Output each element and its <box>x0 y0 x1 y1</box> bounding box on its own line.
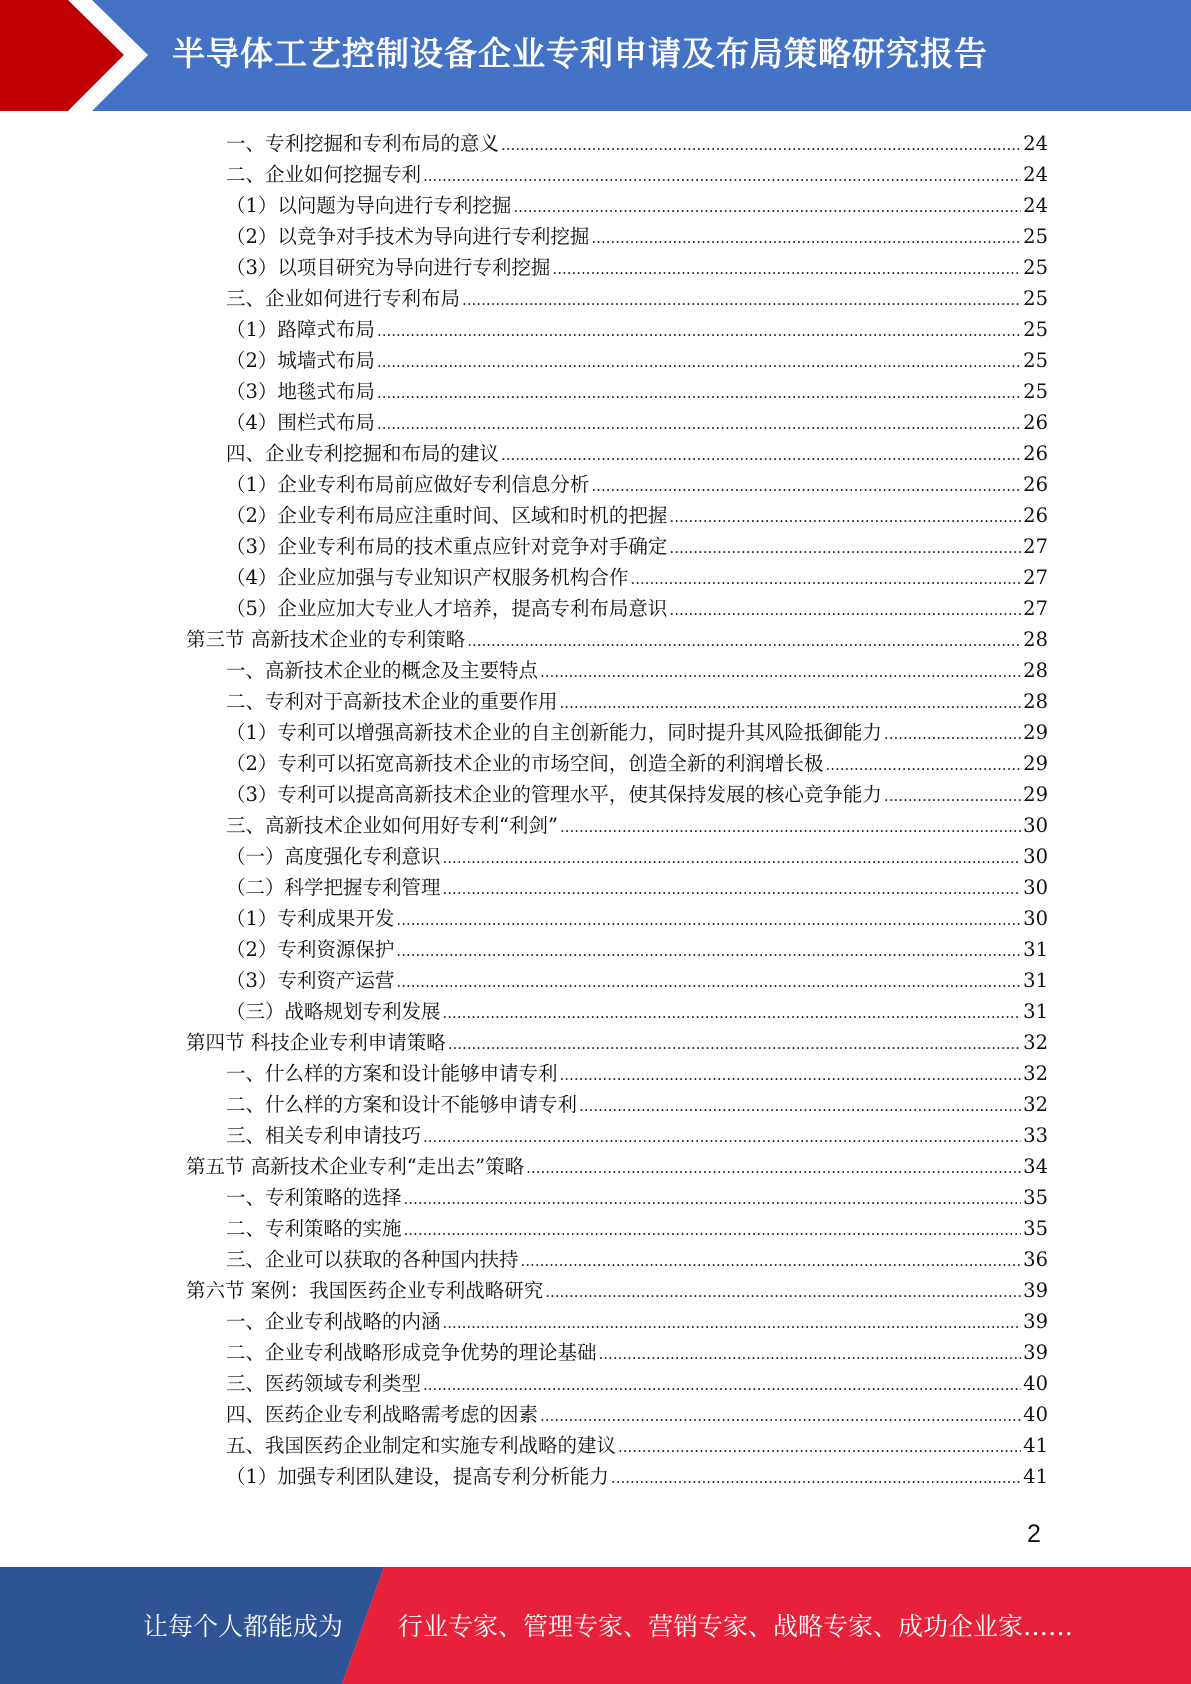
toc-entry-label: 三、相关专利申请技巧 <box>226 1124 422 1147</box>
toc-entry-page: 31 <box>1023 1000 1048 1023</box>
toc-entry[interactable] <box>226 655 1048 686</box>
toc-entry-page: 29 <box>1023 752 1048 775</box>
toc-entry-label: （1）专利可以增强高新技术企业的自主创新能力，同时提升其风险抵御能力 <box>226 721 882 744</box>
toc-entry-label: （一）高度强化专利意识 <box>226 845 441 868</box>
toc-entry-page: 29 <box>1023 783 1048 806</box>
toc-entry[interactable] <box>226 376 1048 407</box>
toc-dot-leader <box>404 1221 1022 1239</box>
toc-entry-label: 一、专利挖掘和专利布局的意义 <box>226 132 500 155</box>
toc-dot-leader <box>884 787 1021 805</box>
toc-entry-label: （1）企业专利布局前应做好专利信息分析 <box>226 473 590 496</box>
toc-entry-label: 三、企业如何进行专利布局 <box>226 287 461 310</box>
toc-entry-page: 35 <box>1023 1186 1048 1209</box>
toc-entry-label: （2）以竞争对手技术为导向进行专利挖掘 <box>226 225 590 248</box>
toc-entry[interactable] <box>226 934 1048 965</box>
toc-entry-label: （2）专利可以拓宽高新技术企业的市场空间，创造全新的利润增长极 <box>226 752 824 775</box>
toc-entry[interactable] <box>186 1151 1048 1182</box>
page-number: 2 <box>1027 1520 1041 1548</box>
toc-entry[interactable] <box>226 159 1048 190</box>
toc-entry[interactable] <box>226 903 1048 934</box>
toc-dot-leader <box>396 973 1021 991</box>
toc-entry-label: （2）专利资源保护 <box>226 938 395 961</box>
toc-entry[interactable] <box>226 841 1048 872</box>
toc-dot-leader <box>545 1283 1021 1301</box>
toc-entry-label: （2）城墙式布局 <box>226 349 375 372</box>
toc-entry-label: 二、什么样的方案和设计不能够申请专利 <box>226 1093 578 1116</box>
toc-dot-leader <box>377 384 1021 402</box>
toc-entry-label: （1）加强专利团队建设，提高专利分析能力 <box>226 1465 609 1488</box>
toc-entry-page: 25 <box>1023 287 1048 310</box>
toc-entry[interactable] <box>226 996 1048 1027</box>
toc-entry-page: 41 <box>1023 1434 1048 1457</box>
toc-entry[interactable] <box>226 345 1048 376</box>
toc-dot-leader <box>423 1128 1021 1146</box>
toc-entry[interactable] <box>226 531 1048 562</box>
toc-dot-leader <box>467 632 1021 650</box>
toc-entry-page: 24 <box>1023 194 1048 217</box>
toc-entry-label: （1）专利成果开发 <box>226 907 395 930</box>
toc-entry-page: 26 <box>1023 442 1048 465</box>
toc-entry-page: 26 <box>1023 411 1048 434</box>
toc-entry-page: 28 <box>1023 690 1048 713</box>
toc-entry-label: （3）专利资产运营 <box>226 969 395 992</box>
toc-entry[interactable] <box>186 1275 1048 1306</box>
toc-dot-leader <box>377 353 1021 371</box>
toc-entry[interactable] <box>226 717 1048 748</box>
toc-entry-label: 二、企业如何挖掘专利 <box>226 163 422 186</box>
toc-entry[interactable] <box>226 872 1048 903</box>
toc-dot-leader <box>423 1376 1021 1394</box>
toc-entry[interactable] <box>226 190 1048 221</box>
toc-entry[interactable] <box>226 1337 1048 1368</box>
toc-entry-page: 40 <box>1023 1372 1048 1395</box>
toc-dot-leader <box>560 818 1021 836</box>
toc-entry-page: 36 <box>1023 1248 1048 1271</box>
toc-entry-page: 28 <box>1023 628 1048 651</box>
toc-entry-label: 第六节 案例：我国医药企业专利战略研究 <box>186 1279 544 1302</box>
toc-entry-label: 四、医药企业专利战略需考虑的因素 <box>226 1403 539 1426</box>
toc-entry-page: 26 <box>1023 504 1048 527</box>
toc-dot-leader <box>443 849 1022 867</box>
toc-entry[interactable] <box>226 779 1048 810</box>
toc-entry[interactable] <box>226 221 1048 252</box>
toc-entry-page: 25 <box>1023 318 1048 341</box>
toc-dot-leader <box>443 1314 1022 1332</box>
toc-entry-page: 30 <box>1023 845 1048 868</box>
toc-entry[interactable] <box>226 438 1048 469</box>
toc-entry-label: 一、企业专利战略的内涵 <box>226 1310 441 1333</box>
toc-entry-label: （5）企业应加大专业人才培养，提高专利布局意识 <box>226 597 668 620</box>
toc-entry-page: 24 <box>1023 163 1048 186</box>
toc-dot-leader <box>501 446 1021 464</box>
toc-entry-page: 30 <box>1023 907 1048 930</box>
toc-entry-label: （4）围栏式布局 <box>226 411 375 434</box>
toc-entry[interactable] <box>226 314 1048 345</box>
toc-dot-leader <box>540 663 1021 681</box>
toc-entry-label: 三、高新技术企业如何用好专利“利剑” <box>226 814 558 837</box>
toc-dot-leader <box>462 291 1021 309</box>
toc-entry-page: 31 <box>1023 938 1048 961</box>
toc-dot-leader <box>591 229 1021 247</box>
toc-entry[interactable] <box>226 252 1048 283</box>
toc-dot-leader <box>579 1097 1021 1115</box>
report-title: 半导体工艺控制设备企业专利申请及布局策略研究报告 <box>172 34 988 73</box>
toc-entry[interactable] <box>226 283 1048 314</box>
toc-entry-label: 五、我国医药企业制定和实施专利战略的建议 <box>226 1434 617 1457</box>
toc-entry-label: （3）专利可以提高高新技术企业的管理水平，使其保持发展的核心竞争能力 <box>226 783 882 806</box>
toc-entry-label: 二、专利策略的实施 <box>226 1217 402 1240</box>
toc-entry-page: 30 <box>1023 814 1048 837</box>
toc-entry-page: 35 <box>1023 1217 1048 1240</box>
toc-dot-leader <box>825 756 1021 774</box>
toc-dot-leader <box>423 167 1021 185</box>
toc-entry-page: 41 <box>1023 1465 1048 1488</box>
toc-entry[interactable] <box>226 1089 1048 1120</box>
toc-entry-page: 27 <box>1023 566 1048 589</box>
page-header <box>0 0 1191 111</box>
toc-entry[interactable] <box>226 593 1048 624</box>
toc-entry[interactable] <box>226 407 1048 438</box>
toc-entry-page: 34 <box>1023 1155 1048 1178</box>
toc-entry[interactable] <box>226 1058 1048 1089</box>
toc-dot-leader <box>560 694 1022 712</box>
toc-entry-label: 第四节 科技企业专利申请策略 <box>186 1031 446 1054</box>
toc-entry[interactable] <box>226 562 1048 593</box>
toc-entry-page: 32 <box>1023 1031 1048 1054</box>
page-footer <box>0 1567 1191 1684</box>
toc-entry[interactable] <box>226 1461 1048 1492</box>
toc-dot-leader <box>377 322 1021 340</box>
toc-entry[interactable] <box>226 1430 1048 1461</box>
toc-entry[interactable] <box>226 1213 1048 1244</box>
toc-entry[interactable] <box>226 500 1048 531</box>
toc-dot-leader <box>630 570 1021 588</box>
toc-entry-page: 30 <box>1023 876 1048 899</box>
toc-entry-page: 32 <box>1023 1062 1048 1085</box>
footer-slogan-right: 行业专家、管理专家、营销专家、战略专家、成功企业家…… <box>398 1612 1074 1641</box>
toc-entry-label: 一、什么样的方案和设计能够申请专利 <box>226 1062 558 1085</box>
toc-dot-leader <box>591 477 1021 495</box>
toc-entry-page: 27 <box>1023 535 1048 558</box>
toc-dot-leader <box>501 136 1021 154</box>
toc-entry-label: 一、专利策略的选择 <box>226 1186 402 1209</box>
toc-entry-label: （3）地毯式布局 <box>226 380 375 403</box>
toc-dot-leader <box>599 1345 1022 1363</box>
toc-dot-leader <box>611 1469 1021 1487</box>
toc-entry-label: 三、企业可以获取的各种国内扶持 <box>226 1248 519 1271</box>
toc-entry-page: 29 <box>1023 721 1048 744</box>
toc-entry-page: 40 <box>1023 1403 1048 1426</box>
toc-entry-label: （3）企业专利布局的技术重点应针对竞争对手确定 <box>226 535 668 558</box>
toc-entry-label: 一、高新技术企业的概念及主要特点 <box>226 659 539 682</box>
toc-entry-label: 第五节 高新技术企业专利“走出去”策略 <box>186 1155 525 1178</box>
toc-entry-page: 25 <box>1023 349 1048 372</box>
toc-dot-leader <box>884 725 1021 743</box>
toc-entry[interactable] <box>226 1120 1048 1151</box>
toc-entry-label: （二）科学把握专利管理 <box>226 876 441 899</box>
toc-entry[interactable] <box>226 1244 1048 1275</box>
toc-entry-page: 25 <box>1023 380 1048 403</box>
toc-entry-page: 28 <box>1023 659 1048 682</box>
toc-dot-leader <box>560 1066 1022 1084</box>
toc-dot-leader <box>669 508 1021 526</box>
toc-dot-leader <box>513 198 1021 216</box>
toc-entry[interactable] <box>226 810 1048 841</box>
toc-entry-page: 39 <box>1023 1279 1048 1302</box>
toc-entry-label: （1）路障式布局 <box>226 318 375 341</box>
toc-entry[interactable] <box>226 1399 1048 1430</box>
toc-entry-page: 24 <box>1023 132 1048 155</box>
toc-dot-leader <box>396 942 1021 960</box>
toc-dot-leader <box>521 1252 1022 1270</box>
toc-dot-leader <box>404 1190 1022 1208</box>
toc-entry-page: 25 <box>1023 225 1048 248</box>
toc-entry-page: 25 <box>1023 256 1048 279</box>
toc-entry[interactable] <box>186 1027 1048 1058</box>
toc-entry-page: 32 <box>1023 1093 1048 1116</box>
toc-entry-label: 四、企业专利挖掘和布局的建议 <box>226 442 500 465</box>
toc-entry-label: 第三节 高新技术企业的专利策略 <box>186 628 466 651</box>
toc-dot-leader <box>526 1159 1021 1177</box>
toc-dot-leader <box>448 1035 1021 1053</box>
toc-entry-page: 39 <box>1023 1310 1048 1333</box>
toc-entry[interactable] <box>226 1182 1048 1213</box>
toc-entry-page: 33 <box>1023 1124 1048 1147</box>
toc-entry[interactable] <box>226 1306 1048 1337</box>
toc-dot-leader <box>396 911 1021 929</box>
toc-entry[interactable] <box>226 469 1048 500</box>
toc-entry-label: 二、企业专利战略形成竞争优势的理论基础 <box>226 1341 597 1364</box>
toc-dot-leader <box>669 601 1021 619</box>
footer-slogan-left: 让每个人都能成为 <box>143 1612 344 1641</box>
toc-entry[interactable] <box>226 748 1048 779</box>
toc-dot-leader <box>618 1438 1021 1456</box>
toc-entry-page: 31 <box>1023 969 1048 992</box>
toc-entry-label: （1）以问题为导向进行专利挖掘 <box>226 194 512 217</box>
toc-dot-leader <box>377 415 1021 433</box>
toc-entry-label: （4）企业应加强与专业知识产权服务机构合作 <box>226 566 629 589</box>
toc-entry-page: 39 <box>1023 1341 1048 1364</box>
toc-dot-leader <box>552 260 1021 278</box>
toc-entry[interactable] <box>226 1368 1048 1399</box>
toc-entry-page: 27 <box>1023 597 1048 620</box>
toc-entry-page: 26 <box>1023 473 1048 496</box>
toc-entry[interactable] <box>226 965 1048 996</box>
toc-dot-leader <box>443 1004 1022 1022</box>
toc-dot-leader <box>540 1407 1021 1425</box>
toc-dot-leader <box>443 880 1022 898</box>
toc-entry[interactable] <box>226 686 1048 717</box>
toc-entry-label: （3）以项目研究为导向进行专利挖掘 <box>226 256 551 279</box>
toc-entry-label: 二、专利对于高新技术企业的重要作用 <box>226 690 558 713</box>
toc-dot-leader <box>669 539 1021 557</box>
toc-entry[interactable] <box>226 128 1048 159</box>
toc-entry-label: （三）战略规划专利发展 <box>226 1000 441 1023</box>
toc-entry-label: 三、医药领域专利类型 <box>226 1372 422 1395</box>
toc-entry-label: （2）企业专利布局应注重时间、区域和时机的把握 <box>226 504 668 527</box>
toc-entry[interactable] <box>186 624 1048 655</box>
